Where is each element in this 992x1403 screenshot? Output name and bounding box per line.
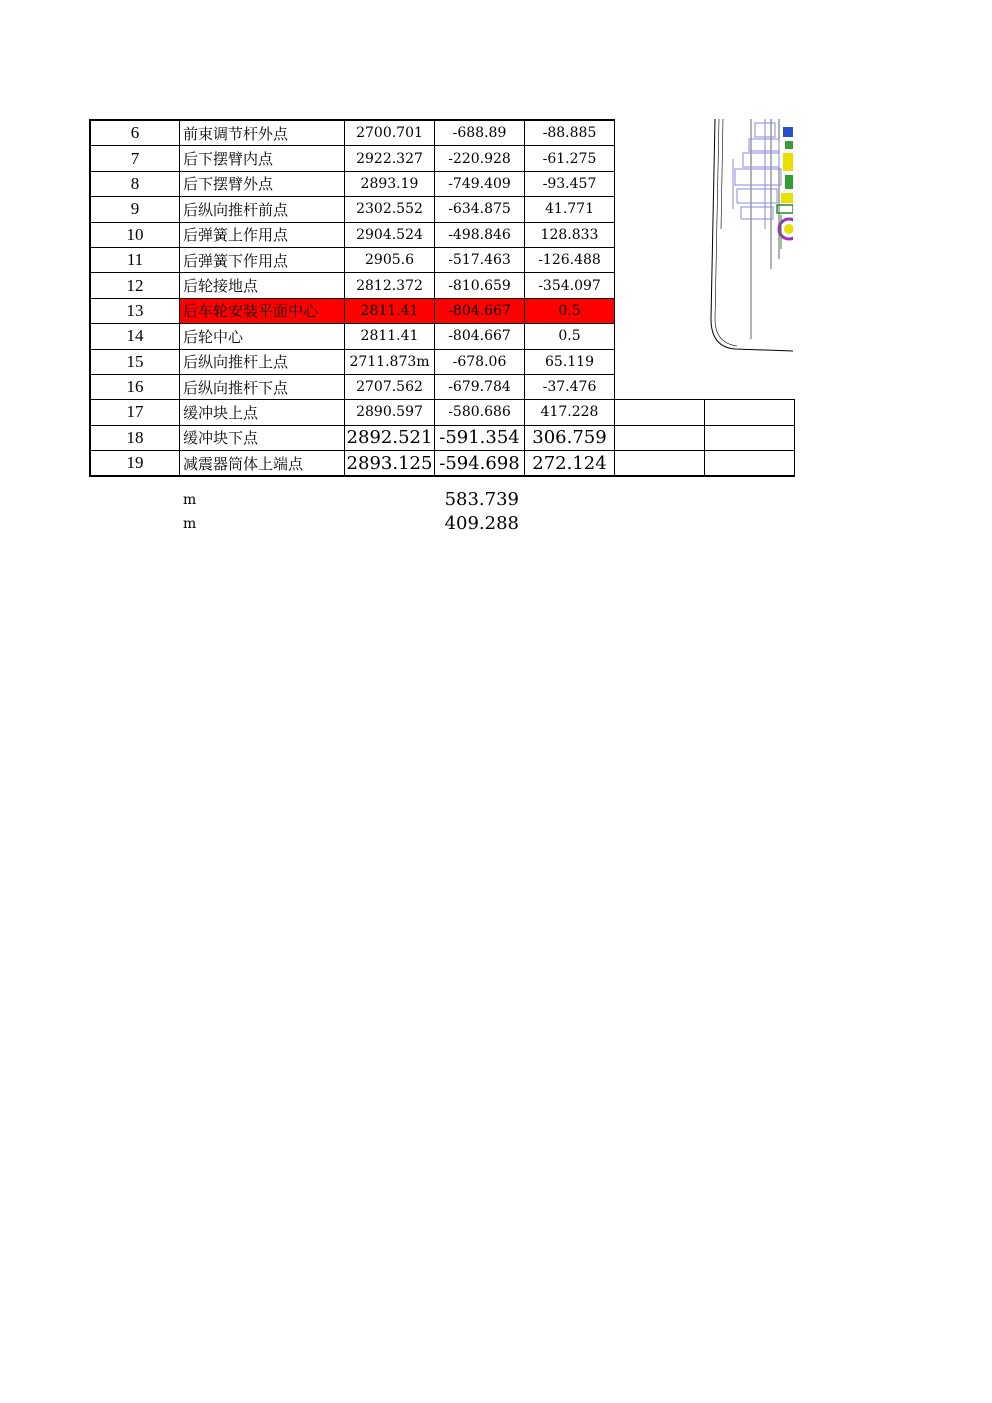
point-name[interactable]: 后弹簧下作用点 bbox=[180, 247, 345, 272]
row-number[interactable]: 8 bbox=[90, 171, 180, 196]
empty-cell[interactable] bbox=[705, 425, 795, 450]
table-row bbox=[90, 146, 795, 171]
empty-cell[interactable] bbox=[615, 400, 705, 425]
table-row bbox=[90, 197, 795, 222]
y-value[interactable]: -679.784 bbox=[435, 374, 525, 399]
table-row bbox=[90, 425, 795, 450]
point-name[interactable]: 后下摆臂内点 bbox=[180, 146, 345, 171]
row-number[interactable]: 17 bbox=[90, 400, 180, 425]
x-value[interactable]: 2890.597 bbox=[345, 400, 435, 425]
y-value[interactable]: -498.846 bbox=[435, 222, 525, 247]
z-value[interactable]: -354.097 bbox=[525, 273, 615, 298]
z-value[interactable]: -37.476 bbox=[525, 374, 615, 399]
z-value[interactable]: -88.885 bbox=[525, 120, 615, 146]
z-value[interactable]: 0.5 bbox=[525, 324, 615, 349]
x-value[interactable]: 2922.327 bbox=[345, 146, 435, 171]
coordinate-table bbox=[89, 119, 795, 477]
table-row bbox=[90, 349, 795, 374]
point-name[interactable]: 后车轮安装平面中心 bbox=[180, 298, 345, 323]
y-value[interactable]: -678.06 bbox=[435, 349, 525, 374]
empty-cell[interactable] bbox=[705, 451, 795, 477]
empty-cell[interactable] bbox=[705, 400, 795, 425]
y-value[interactable]: -594.698 bbox=[435, 451, 525, 477]
x-value[interactable]: 2811.41 bbox=[345, 324, 435, 349]
highlighted-table-row bbox=[90, 298, 795, 323]
x-value[interactable]: 2904.524 bbox=[345, 222, 435, 247]
table-row bbox=[90, 400, 795, 425]
suspension-cad-drawing-icon bbox=[705, 119, 793, 353]
x-value[interactable]: 2893.125 bbox=[345, 451, 435, 477]
z-value[interactable]: -126.488 bbox=[525, 247, 615, 272]
z-value[interactable]: -61.275 bbox=[525, 146, 615, 171]
z-value[interactable]: 306.759 bbox=[525, 425, 615, 450]
point-name[interactable]: 减震器筒体上端点 bbox=[180, 451, 345, 477]
point-name[interactable]: 后纵向推杆前点 bbox=[180, 197, 345, 222]
x-value[interactable]: 2893.19 bbox=[345, 171, 435, 196]
point-name[interactable]: 缓冲块下点 bbox=[180, 425, 345, 450]
y-value[interactable]: -220.928 bbox=[435, 146, 525, 171]
z-value[interactable]: 65.119 bbox=[525, 349, 615, 374]
table-row bbox=[90, 273, 795, 298]
y-value[interactable]: -517.463 bbox=[435, 247, 525, 272]
y-value[interactable]: -580.686 bbox=[435, 400, 525, 425]
x-value[interactable]: 2707.562 bbox=[345, 374, 435, 399]
point-name[interactable]: 后轮中心 bbox=[180, 324, 345, 349]
row-number[interactable]: 12 bbox=[90, 273, 180, 298]
empty-cell[interactable] bbox=[615, 451, 705, 477]
footer-unit: m bbox=[183, 492, 197, 508]
point-name[interactable]: 后弹簧上作用点 bbox=[180, 222, 345, 247]
row-number[interactable]: 19 bbox=[90, 451, 180, 477]
point-name[interactable]: 后纵向推杆上点 bbox=[180, 349, 345, 374]
row-number[interactable]: 16 bbox=[90, 374, 180, 399]
point-name[interactable]: 后轮接地点 bbox=[180, 273, 345, 298]
point-name[interactable]: 缓冲块上点 bbox=[180, 400, 345, 425]
z-value[interactable]: 128.833 bbox=[525, 222, 615, 247]
z-value[interactable]: 41.771 bbox=[525, 197, 615, 222]
table-row bbox=[90, 374, 795, 399]
x-value[interactable]: 2711.873m bbox=[345, 349, 435, 374]
x-value[interactable]: 2892.521 bbox=[345, 425, 435, 450]
x-value[interactable]: 2302.552 bbox=[345, 197, 435, 222]
table-row bbox=[90, 451, 795, 477]
row-number[interactable]: 10 bbox=[90, 222, 180, 247]
footer-value[interactable]: 409.288 bbox=[444, 513, 519, 534]
table-row bbox=[90, 324, 795, 349]
empty-cell[interactable] bbox=[615, 425, 705, 450]
table-row bbox=[90, 120, 795, 146]
row-number[interactable]: 15 bbox=[90, 349, 180, 374]
x-value[interactable]: 2905.6 bbox=[345, 247, 435, 272]
point-name[interactable]: 后下摆臂外点 bbox=[180, 171, 345, 196]
y-value[interactable]: -810.659 bbox=[435, 273, 525, 298]
z-value[interactable]: 272.124 bbox=[525, 451, 615, 477]
row-number[interactable]: 13 bbox=[90, 298, 180, 323]
point-name[interactable]: 前束调节杆外点 bbox=[180, 120, 345, 146]
row-number[interactable]: 9 bbox=[90, 197, 180, 222]
y-value[interactable]: -634.875 bbox=[435, 197, 525, 222]
x-value[interactable]: 2812.372 bbox=[345, 273, 435, 298]
table-row bbox=[90, 171, 795, 196]
y-value[interactable]: -688.89 bbox=[435, 120, 525, 146]
z-value[interactable]: 0.5 bbox=[525, 298, 615, 323]
row-number[interactable]: 18 bbox=[90, 425, 180, 450]
table-row bbox=[90, 222, 795, 247]
footer-unit: m bbox=[183, 516, 197, 532]
table-row bbox=[90, 247, 795, 272]
row-number[interactable]: 7 bbox=[90, 146, 180, 171]
z-value[interactable]: 417.228 bbox=[525, 400, 615, 425]
point-name[interactable]: 后纵向推杆下点 bbox=[180, 374, 345, 399]
x-value[interactable]: 2811.41 bbox=[345, 298, 435, 323]
footer-value[interactable]: 583.739 bbox=[444, 489, 519, 510]
z-value[interactable]: -93.457 bbox=[525, 171, 615, 196]
y-value[interactable]: -591.354 bbox=[435, 425, 525, 450]
y-value[interactable]: -749.409 bbox=[435, 171, 525, 196]
x-value[interactable]: 2700.701 bbox=[345, 120, 435, 146]
row-number[interactable]: 6 bbox=[90, 120, 180, 146]
row-number[interactable]: 11 bbox=[90, 247, 180, 272]
y-value[interactable]: -804.667 bbox=[435, 324, 525, 349]
y-value[interactable]: -804.667 bbox=[435, 298, 525, 323]
row-number[interactable]: 14 bbox=[90, 324, 180, 349]
